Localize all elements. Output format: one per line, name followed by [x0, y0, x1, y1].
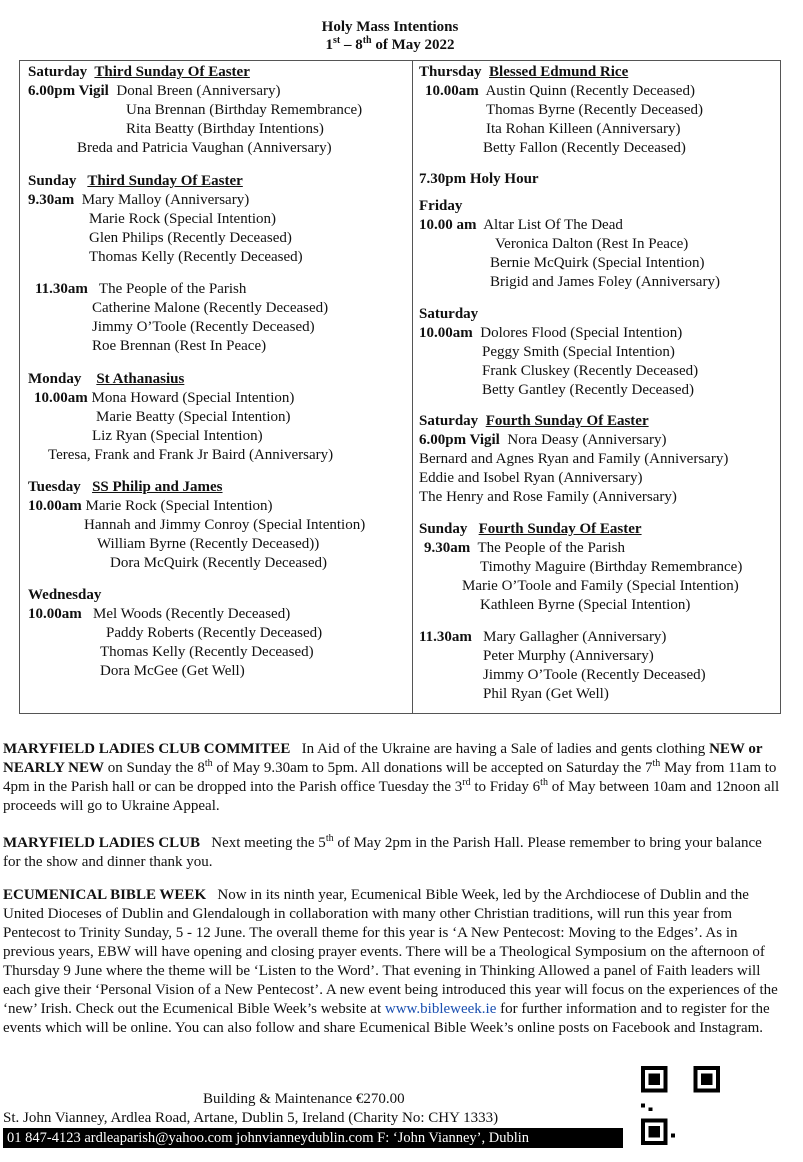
qr-code[interactable] [641, 1066, 720, 1145]
mass-line: 10.00am Mona Howard (Special Intention) [34, 390, 295, 406]
mass-line: 10.00 am Altar List Of The Dead [419, 217, 623, 233]
mass-line: Catherine Malone (Recently Deceased) [92, 300, 329, 316]
mass-line: Hannah and Jimmy Conroy (Special Intention) [84, 517, 366, 533]
mass-line: Betty Fallon (Recently Deceased) [483, 140, 686, 156]
mass-line: Veronica Dalton (Rest In Peace) [495, 236, 689, 252]
mass-line: Paddy Roberts (Recently Deceased) [106, 625, 323, 641]
day-heading: Saturday Fourth Sunday Of Easter [419, 413, 649, 429]
mass-line: William Byrne (Recently Deceased)) [97, 536, 320, 552]
mass-line: 6.00pm Vigil Donal Breen (Anniversary) [28, 83, 281, 99]
mass-line: Brigid and James Foley (Anniversary) [490, 274, 720, 290]
notice-heading: MARYFIELD LADIES CLUB [3, 835, 200, 851]
mass-line: Jimmy O’Toole (Recently Deceased) [483, 667, 706, 683]
holy-hour: 7.30pm Holy Hour [419, 171, 539, 187]
mass-line: Ita Rohan Killeen (Anniversary) [486, 121, 681, 137]
mass-line: Betty Gantley (Recently Deceased) [482, 382, 694, 398]
mass-line: Dora McGee (Get Well) [100, 663, 245, 679]
mass-line: Rita Beatty (Birthday Intentions) [126, 121, 324, 137]
contact-bar: 01 847-4123 ardleaparish@yahoo.com johnvianneydublin.com F: ‘John Vianney’, Dublin [3, 1128, 623, 1148]
mass-line: Eddie and Isobel Ryan (Anniversary) [419, 470, 643, 486]
mass-line: Roe Brennan (Rest In Peace) [92, 338, 267, 354]
mass-line: Frank Cluskey (Recently Deceased) [482, 363, 699, 379]
date-range: 1st – 8th of May 2022 [325, 35, 455, 53]
day-heading: Monday St Athanasius [28, 371, 185, 387]
day-heading: Friday [419, 198, 463, 214]
mass-line: Phil Ryan (Get Well) [483, 686, 609, 702]
mass-line: Peter Murphy (Anniversary) [483, 648, 654, 664]
mass-line: 10.00am Dolores Flood (Special Intention) [419, 325, 683, 341]
mass-line: Marie Rock (Special Intention) [89, 211, 277, 227]
day-heading: Saturday Third Sunday Of Easter [28, 64, 250, 80]
mass-line: Timothy Maguire (Birthday Remembrance) [480, 559, 743, 575]
day-heading: Wednesday [28, 587, 102, 603]
notice-ladies-club: MARYFIELD LADIES CLUB Next meeting the 5th of May 2pm in the Parish Hall. Please remember to bring your balance for the show and dinner thank you. [3, 833, 762, 870]
day-heading: Sunday Third Sunday Of Easter [28, 173, 243, 189]
mass-line: Dora McQuirk (Recently Deceased) [110, 555, 327, 571]
mass-line: Liz Ryan (Special Intention) [92, 428, 263, 444]
mass-line: 6.00pm Vigil Nora Deasy (Anniversary) [419, 432, 667, 448]
notice-heading: MARYFIELD LADIES CLUB COMMITEE [3, 741, 291, 757]
notice-ecumenical-bible-week: ECUMENICAL BIBLE WEEK Now in its ninth year, Ecumenical Bible Week, led by the Archdiocese of Dublin and the United Dioceses of Dublin and Glendalough in collaboration with many other Christian traditions, will run this year from Pentecost to Trinity Sunday, 5 - 12 June. The overall theme for this year is ‘A New Pentecost: Moving to the Edges’. As in previous years, EBW will have opening and closing prayer events. There will be a Theological Symposium on the afternoon of Thursday 9 June where the theme will be ‘Listen to the Word’. That evening in Thinking Allowed a panel of Faith leaders will each give their ‘Personal Vision of a New Pentecost’. A new event being introduced this year will focus on the experiences of the ‘new’ Irish. Check out the Ecumenical Bible Week’s website at www.bibleweek.ie for further information and to register for the events which will be online. You can also follow and share Ecumenical Bible Week’s online posts on Facebook and Instagram. [3, 887, 778, 1036]
mass-line: 10.00am Austin Quinn (Recently Deceased) [425, 83, 695, 99]
column-divider [412, 60, 413, 714]
mass-line: Thomas Kelly (Recently Deceased) [89, 249, 303, 265]
mass-line: Bernie McQuirk (Special Intention) [490, 255, 705, 271]
mass-line: Marie Beatty (Special Intention) [96, 409, 291, 425]
day-heading: Thursday Blessed Edmund Rice [419, 64, 629, 80]
mass-line: 9.30am Mary Malloy (Anniversary) [28, 192, 250, 208]
mass-line: 11.30am The People of the Parish [35, 281, 247, 297]
mass-line: Teresa, Frank and Frank Jr Baird (Anniversary) [48, 447, 334, 463]
building-maintenance: Building & Maintenance €270.00 [203, 1091, 405, 1107]
mass-line: The Henry and Rose Family (Anniversary) [419, 489, 677, 505]
day-heading: Tuesday SS Philip and James [28, 479, 223, 495]
day-heading: Saturday [419, 306, 479, 322]
mass-line: Marie O’Toole and Family (Special Intention) [462, 578, 739, 594]
notice-ladies-club-committee: MARYFIELD LADIES CLUB COMMITEE In Aid of the Ukraine are having a Sale of ladies and gents clothing NEW or NEARLY NEW on Sunday the 8th of May 9.30am to 5pm. All donations will be accepted on Saturday the 7th May from 11am to 4pm in the Parish hall or can be dropped into the Parish office Tuesday the 3rd to Friday 6th of May between 10am and 12noon all proceeds will go to Ukraine Appeal. [3, 741, 780, 814]
mass-line: Kathleen Byrne (Special Intention) [480, 597, 691, 613]
page-title: Holy Mass Intentions [321, 19, 459, 35]
mass-line: Thomas Byrne (Recently Deceased) [486, 102, 703, 118]
mass-line: Thomas Kelly (Recently Deceased) [100, 644, 314, 660]
parish-address: St. John Vianney, Ardlea Road, Artane, Dublin 5, Ireland (Charity No: CHY 1333) [3, 1110, 499, 1126]
mass-line: 10.00am Marie Rock (Special Intention) [28, 498, 273, 514]
mass-line: Peggy Smith (Special Intention) [482, 344, 675, 360]
mass-line: Glen Philips (Recently Deceased) [89, 230, 292, 246]
mass-line: 9.30am The People of the Parish [424, 540, 625, 556]
bibleweek-link[interactable]: www.bibleweek.ie [384, 1001, 497, 1017]
mass-line: Jimmy O’Toole (Recently Deceased) [92, 319, 315, 335]
mass-line: 10.00am Mel Woods (Recently Deceased) [28, 606, 291, 622]
notice-heading: ECUMENICAL BIBLE WEEK [3, 887, 207, 903]
mass-line: 11.30am Mary Gallagher (Anniversary) [419, 629, 667, 645]
mass-line: Breda and Patricia Vaughan (Anniversary) [77, 140, 332, 156]
day-heading: Sunday Fourth Sunday Of Easter [419, 521, 642, 537]
mass-line: Bernard and Agnes Ryan and Family (Anniversary) [419, 451, 729, 467]
mass-line: Una Brennan (Birthday Remembrance) [126, 102, 363, 118]
